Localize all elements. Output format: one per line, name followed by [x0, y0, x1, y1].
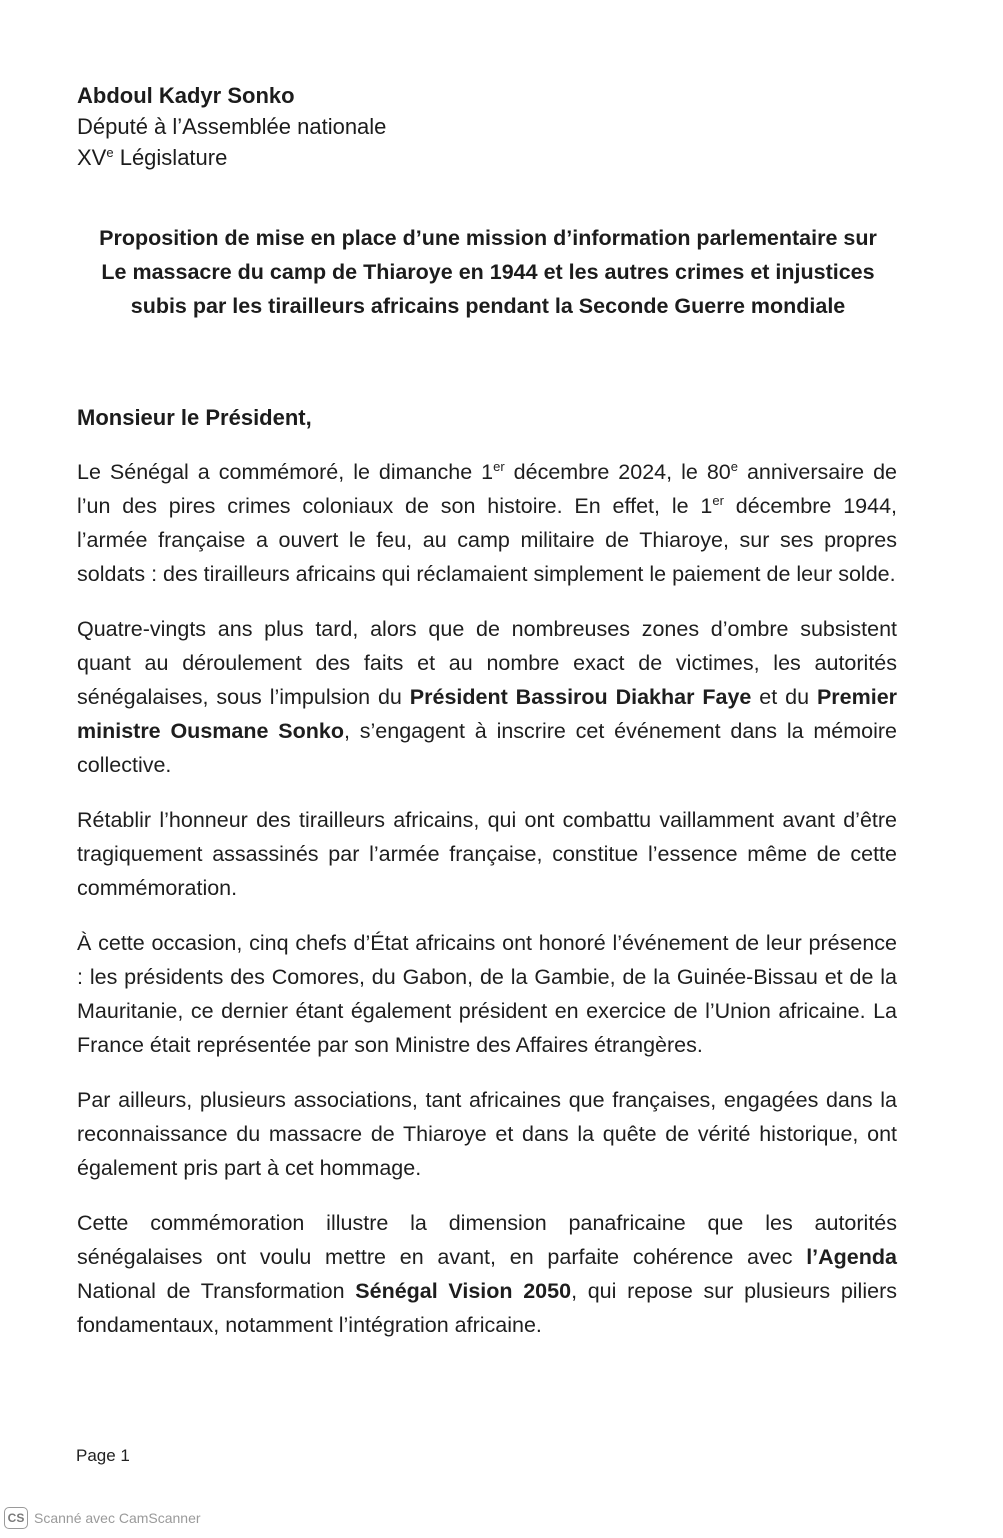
paragraph-1: Le Sénégal a commémoré, le dimanche 1er décembre 2024, le 80e anniversaire de l’un des pires crimes coloniaux de son histoire. En effet, le 1er décembre 1944, l’armée française a ouvert le feu, au camp militaire de Thiaroye, sur ses propres soldats : des tirailleurs africains qui réclamaient simplement le paiement de leur solde.	[77, 459, 898, 586]
sender-legislature: XVe Législature	[77, 145, 228, 170]
letter-body	[77, 455, 897, 1363]
page-number: Page 1	[76, 1446, 130, 1465]
camscanner-logo-icon: CS	[4, 1507, 28, 1529]
sender-block	[77, 80, 386, 173]
scanner-text: Scanné avec CamScanner	[34, 1510, 201, 1526]
paragraph-4: À cette occasion, cinq chefs d’État africains ont honoré l’événement de leur présence : les présidents des Comores, du Gabon, de la Gambie, de la Guinée-Bissau et de la Mauritanie, ce dernier étant également président en exercice de l’Union africaine. La France était représentée par son Ministre des Affaires étrangères.	[77, 931, 897, 1057]
paragraph-5: Par ailleurs, plusieurs associations, tant africaines que françaises, engagées dans la reconnaissance du massacre de Thiaroye et dans la quête de vérité historique, ont également pris part à cet hommage.	[77, 1088, 897, 1180]
subject-heading	[70, 221, 906, 323]
paragraph-6: Cette commémoration illustre la dimension panafricaine que les autorités sénégalaises ont voulu mettre en avant, en parfaite cohérence avec l’Agenda National de Transformation Sénégal Vision 2050, qui repose sur plusieurs piliers fondamentaux, notamment l’intégration africaine.	[77, 1211, 897, 1337]
salutation: Monsieur le Président,	[77, 405, 312, 430]
paragraph-3: Rétablir l’honneur des tirailleurs africains, qui ont combattu vaillamment avant d’être tragiquement assassinés par l’armée française, constitue l’essence même de cette commémoration.	[77, 808, 897, 900]
subject-line: Proposition de mise en place d’une mission d’information parlementaire sur	[99, 226, 877, 250]
paragraph-2: Quatre-vingts ans plus tard, alors que de nombreuses zones d’ombre subsistent quant au déroulement des faits et au nombre exact de victimes, les autorités sénégalaises, sous l’impulsion du Président Bassirou Diakhar Faye et du Premier ministre Ousmane Sonko, s’engagent à inscrire cet événement dans la mémoire collective.	[77, 617, 898, 777]
subject-line: subis par les tirailleurs africains pendant la Seconde Guerre mondiale	[130, 294, 846, 318]
subject-line: Le massacre du camp de Thiaroye en 1944 et les autres crimes et injustices	[101, 260, 875, 284]
scanner-watermark	[4, 1507, 201, 1529]
sender-name: Abdoul Kadyr Sonko	[77, 83, 295, 108]
sender-role: Député à l’Assemblée nationale	[77, 114, 387, 139]
